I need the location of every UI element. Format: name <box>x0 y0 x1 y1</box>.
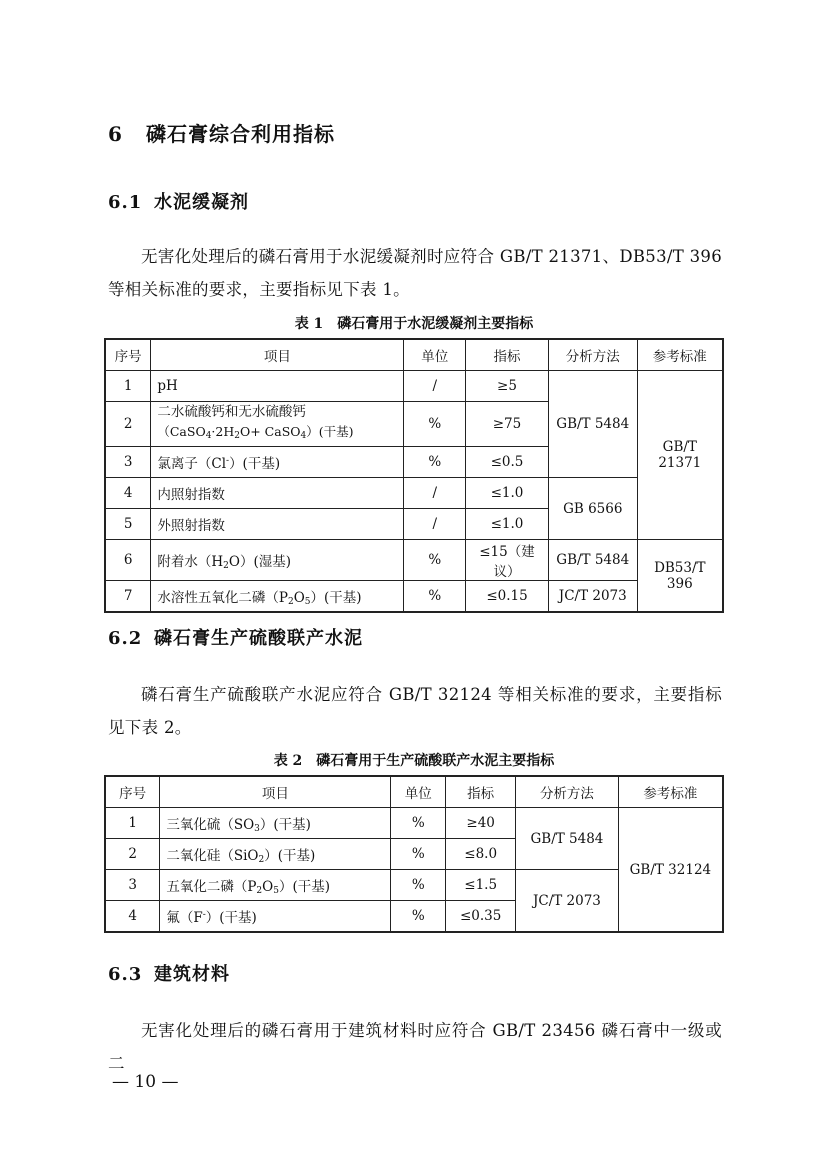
page-number: — 10 — <box>112 1072 179 1092</box>
section-title: 水泥缓凝剂 <box>154 192 249 213</box>
item-text: 附着水（H <box>157 553 224 570</box>
row-number: 4 <box>105 901 160 933</box>
row-unit: % <box>391 808 446 839</box>
section-title: 磷石膏综合利用指标 <box>146 122 335 146</box>
superscript: - <box>226 456 230 466</box>
header-cell: 序号 <box>105 339 151 371</box>
row-number: 1 <box>105 808 160 839</box>
row-unit: % <box>391 839 446 870</box>
row-value: ≥75 <box>466 402 549 447</box>
item-text: ）(干基) <box>310 589 362 606</box>
row-value: ≤0.15 <box>466 581 549 613</box>
row-item: 内照射指数 <box>151 478 404 509</box>
section-number: 6 <box>108 122 123 146</box>
reference-cell: GB/T 21371 <box>637 371 723 540</box>
subscript: 2 <box>223 560 229 571</box>
row-unit: % <box>404 581 466 613</box>
section-number: 6.3 <box>108 964 143 985</box>
row-value: ≥5 <box>466 371 549 402</box>
item-text: O <box>262 878 274 895</box>
row-number: 7 <box>105 581 151 613</box>
subscript: 4 <box>205 430 212 441</box>
row-item <box>151 581 404 613</box>
table-1-caption: 表 1 磷石膏用于水泥缓凝剂主要指标 <box>294 316 534 332</box>
header-cell: 分析方法 <box>548 339 637 371</box>
header-cell: 序号 <box>105 776 160 808</box>
row-value: ≤1.5 <box>446 870 516 901</box>
item-text: O <box>293 589 305 606</box>
item-text: （CaSO <box>157 423 206 439</box>
header-cell: 指标 <box>466 339 549 371</box>
method-cell: GB 6566 <box>548 478 637 540</box>
reference-cell: GB/T 32124 <box>618 808 723 933</box>
item-text: ）(干基) <box>306 423 354 439</box>
header-cell: 单位 <box>391 776 446 808</box>
method-cell: GB/T 5484 <box>548 371 637 478</box>
method-cell: JC/T 2073 <box>516 870 619 933</box>
item-text: 二氧化硅（SiO <box>166 847 259 864</box>
header-cell: 分析方法 <box>516 776 619 808</box>
header-cell: 项目 <box>151 339 404 371</box>
row-number: 4 <box>105 478 151 509</box>
table-row <box>105 371 723 402</box>
subscript: 5 <box>273 885 279 896</box>
subscript: 2 <box>258 854 265 865</box>
section-heading-6-3 <box>108 960 230 986</box>
item-text: ）(干基) <box>264 847 316 864</box>
row-number: 1 <box>105 371 151 402</box>
paragraph-6-2: 磷石膏生产硫酸联产水泥应符合 GB/T 32124 等相关标准的要求，主要指标见下表 2。 <box>108 685 722 737</box>
header-cell: 参考标准 <box>618 776 723 808</box>
table-2-caption: 表 2 磷石膏用于生产硫酸联产水泥主要指标 <box>273 753 555 769</box>
row-unit: % <box>391 901 446 933</box>
section-title: 磷石膏生产硫酸联产水泥 <box>154 628 363 649</box>
table-row <box>105 808 723 839</box>
section-title: 建筑材料 <box>154 964 230 985</box>
row-unit: / <box>404 371 466 402</box>
row-number: 3 <box>105 870 160 901</box>
row-unit: % <box>404 447 466 478</box>
row-unit: % <box>404 540 466 581</box>
method-cell: JC/T 2073 <box>548 581 637 613</box>
row-value: ≤1.0 <box>466 478 549 509</box>
item-text: ）(干基) <box>229 456 281 472</box>
row-value: ≤1.0 <box>466 509 549 540</box>
item-text: ）(干基) <box>278 878 331 895</box>
section-heading-6 <box>108 118 335 147</box>
subscript: 2 <box>234 430 240 441</box>
row-unit: / <box>404 509 466 540</box>
paragraph-6-1: 无害化处理后的磷石膏用于水泥缓凝剂时应符合 GB/T 21371、DB53/T 396 等相关标准的要求，主要指标见下表 1。 <box>108 247 722 299</box>
header-cell: 单位 <box>404 339 466 371</box>
row-item <box>151 540 404 581</box>
table-header-row <box>105 776 723 808</box>
item-text: ）(干基) <box>205 910 257 926</box>
item-text: O+ CaSO <box>239 423 301 439</box>
section-heading-6-2 <box>108 624 363 650</box>
row-value: ≤0.5 <box>466 447 549 478</box>
item-line <box>157 424 353 439</box>
subscript: 4 <box>300 430 307 441</box>
row-number: 2 <box>105 402 151 447</box>
subscript: 3 <box>254 823 260 834</box>
item-text: 氟（F <box>166 910 203 926</box>
item-text: 三氧化硫（SO <box>166 816 255 833</box>
table-1 <box>104 338 724 613</box>
superscript: - <box>202 910 206 920</box>
table-row <box>105 581 723 613</box>
row-item: pH <box>151 371 404 402</box>
item-text: 五氧化二磷（P <box>166 878 257 895</box>
row-value: ≤0.35 <box>446 901 516 933</box>
section-number: 6.1 <box>108 192 143 213</box>
item-text: ·2H <box>211 423 235 439</box>
item-text: 氯离子（Cl <box>157 456 227 472</box>
section-number: 6.2 <box>108 628 143 649</box>
row-item <box>160 870 391 901</box>
reference-cell: DB53/T 396 <box>637 540 723 613</box>
row-number: 3 <box>105 447 151 478</box>
item-text: O）(湿基) <box>228 553 291 570</box>
method-cell: GB/T 5484 <box>516 808 619 870</box>
item-text: ）(干基) <box>259 816 311 833</box>
subscript: 2 <box>256 885 263 896</box>
subscript: 2 <box>287 596 294 607</box>
header-cell: 项目 <box>160 776 391 808</box>
header-cell: 参考标准 <box>637 339 723 371</box>
item-text: 水溶性五氧化二磷（P <box>157 589 288 606</box>
row-item <box>151 402 404 447</box>
table-row <box>105 478 723 509</box>
table-2 <box>104 775 724 933</box>
row-item <box>160 901 391 933</box>
row-unit: / <box>404 478 466 509</box>
row-item: 外照射指数 <box>151 509 404 540</box>
row-value: ≥40 <box>446 808 516 839</box>
row-number: 2 <box>105 839 160 870</box>
item-line: 二水硫酸钙和无水硫酸钙 <box>157 403 306 420</box>
header-cell: 指标 <box>446 776 516 808</box>
table-header-row <box>105 339 723 371</box>
row-number: 6 <box>105 540 151 581</box>
row-item <box>160 839 391 870</box>
row-unit: % <box>404 402 466 447</box>
row-number: 5 <box>105 509 151 540</box>
row-unit: % <box>391 870 446 901</box>
row-value: ≤8.0 <box>446 839 516 870</box>
section-heading-6-1 <box>108 188 249 214</box>
row-value: ≤15（建议） <box>466 540 549 581</box>
row-item <box>151 447 404 478</box>
row-item <box>160 808 391 839</box>
method-cell: GB/T 5484 <box>548 540 637 581</box>
table-row <box>105 540 723 581</box>
paragraph-6-3: 无害化处理后的磷石膏用于建筑材料时应符合 GB/T 23456 磷石膏中一级或二 <box>108 1021 722 1073</box>
subscript: 5 <box>304 596 311 607</box>
